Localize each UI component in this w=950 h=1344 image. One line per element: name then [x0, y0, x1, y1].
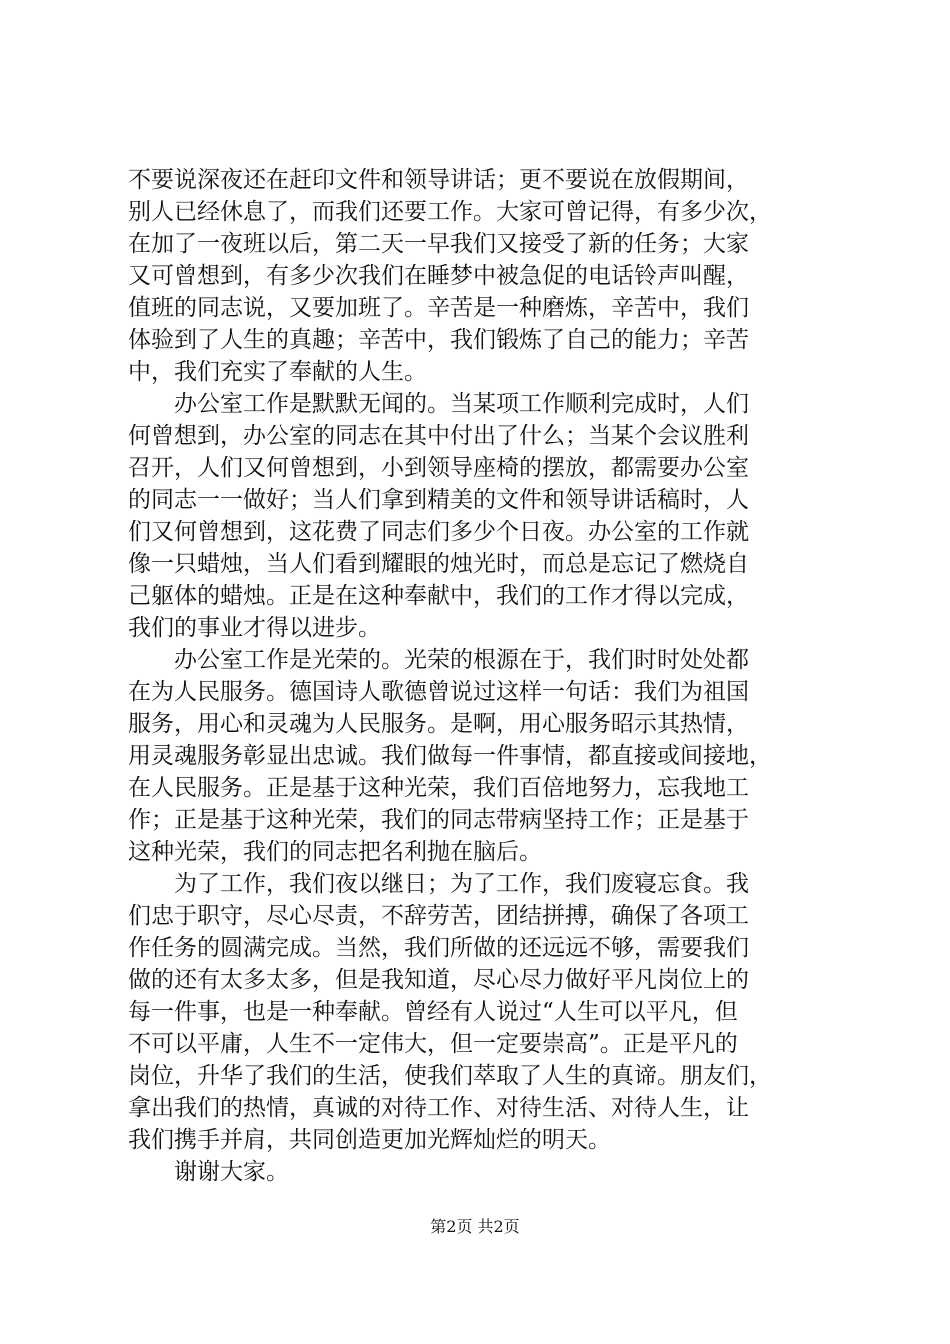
paragraph-dedication: 为了工作，我们夜以继日；为了工作，我们废寝忘食。我 们忠于职守，尽心尽责，不辞劳苦，团结拼搏，确保了各项工 作任务的圆满完成。当然，我们所做的还远远不够，需要我们 做的还有太多太多，但是我知道，尽心尽力做好平凡岗位上的 每一件事，也是一种奉献。曾经有人说过“人生可以平凡，但 不可以平庸，人生不一定伟大，但一定要崇高”。正是平凡的 岗位，升华了我们的生活，使我们萃取了人生的真谛。朋友们， 拿出我们的热情，真诚的对待工作、对待生活、对待人生，让 我们携手并肩，共同创造更加光辉灿烂的明天。: [128, 871, 772, 1153]
document-body: [128, 164, 840, 1188]
paragraph-continuation: 不要说深夜还在赶印文件和领导讲话；更不要说在放假期间， 别人已经休息了，而我们还要工作。大家可曾记得，有多少次， 在加了一夜班以后，第二天一早我们又接受了新的任务；大家 又可曾想到，有多少次我们在睡梦中被急促的电话铃声叫醒， 值班的同志说，又要加班了。辛苦是一种磨炼，辛苦中，我们 体验到了人生的真趣；辛苦中，我们锻炼了自己的能力；辛苦 中，我们充实了奉献的人生。: [128, 167, 772, 385]
paragraph-office-glorious-work: 办公室工作是光荣的。光荣的根源在于，我们时时处处都 在为人民服务。德国诗人歌德曾说过这样一句话：我们为祖国 服务，用心和灵魂为人民服务。是啊，用心服务昭示其热情， 用灵魂服务彰显出忠诚。我们做每一件事情，都直接或间接地， 在人民服务。正是基于这种光荣，我们百倍地努力，忘我地工 作；正是基于这种光荣，我们的同志带病坚持工作；正是基于 这种光荣，我们的同志把名利抛在脑后。: [128, 647, 772, 865]
paragraph-thanks: 谢谢大家。: [128, 1159, 289, 1185]
paragraph-office-silent-work: 办公室工作是默默无闻的。当某项工作顺利完成时，人们 何曾想到，办公室的同志在其中付出了什么；当某个会议胜利 召开，人们又何曾想到，小到领导座椅的摆放，都需要办公室 的同志一一做好；当人们拿到精美的文件和领导讲话稿时，人 们又何曾想到，这花费了同志们多少个日夜。办公室的工作就 像一只蜡烛，当人们看到耀眼的烛光时，而总是忘记了燃烧自 己躯体的蜡烛。正是在这种奉献中，我们的工作才得以完成， 我们的事业才得以进步。: [128, 391, 749, 641]
page-number-footer: 第2页 共2页: [430, 1217, 520, 1236]
